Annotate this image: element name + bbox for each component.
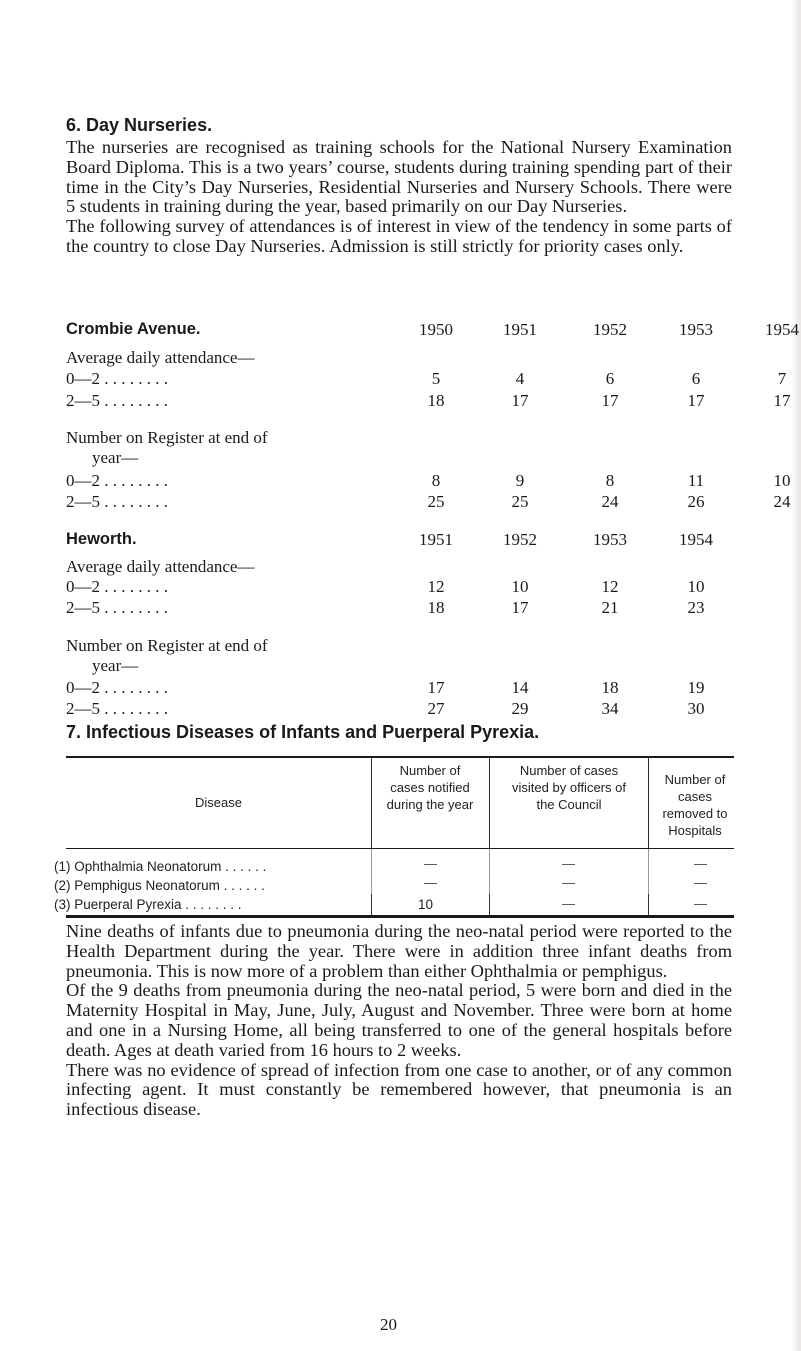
value-cell: 25 bbox=[511, 492, 529, 511]
paragraph: Nine deaths of infants due to pneumonia during the neo-natal period were reported to the Health Department during the year. There were in addition three infant deaths from pneumonia. This is now more of a problem than either Ophthalmia or pemphigus. bbox=[66, 921, 732, 981]
crombie-register-label-row bbox=[66, 428, 746, 448]
value-cell: 12 bbox=[601, 577, 619, 596]
register-label: year— bbox=[92, 656, 139, 675]
value-cell: 34 bbox=[601, 699, 619, 718]
value-cell: 6 bbox=[691, 369, 701, 388]
table-cell: — bbox=[694, 875, 707, 890]
table-row-disease: (1) Ophthalmia Neonatorum . . . . . . bbox=[54, 859, 267, 874]
value-cell: 5 bbox=[431, 369, 441, 388]
attendance-label: Average daily attendance— bbox=[66, 348, 255, 367]
crombie-register-label-row bbox=[92, 448, 772, 468]
value-cell: 18 bbox=[427, 598, 445, 617]
year-cell: 1952 bbox=[503, 530, 537, 549]
year-cell: 1951 bbox=[503, 320, 537, 339]
crombie-attendance-row bbox=[66, 369, 787, 389]
value-cell: 18 bbox=[427, 391, 445, 410]
table-cell: 10 bbox=[418, 897, 434, 912]
table-bottom-rule bbox=[66, 915, 734, 918]
table-cell: — bbox=[694, 896, 707, 911]
heworth-attendance-row bbox=[66, 598, 746, 618]
crombie-register-row bbox=[66, 492, 791, 512]
header-rule bbox=[66, 848, 734, 849]
year-cell: 1950 bbox=[419, 320, 453, 339]
crombie-register-row bbox=[66, 471, 791, 491]
year-cell: 1954 bbox=[679, 530, 713, 549]
value-cell: 24 bbox=[601, 492, 619, 511]
crombie-attendance-label-row bbox=[66, 348, 746, 368]
value-cell: 17 bbox=[511, 598, 529, 617]
header-notified: Number of cases notified during the year bbox=[386, 763, 474, 812]
table-row-disease: (2) Pemphigus Neonatorum . . . . . . bbox=[54, 878, 265, 893]
register-label: Number on Register at end of bbox=[66, 636, 268, 655]
page-number: 20 bbox=[380, 1315, 397, 1334]
value-cell: 23 bbox=[687, 598, 705, 617]
age-range-label: 2—5 . . . . . . . . bbox=[66, 699, 168, 718]
value-cell: 7 bbox=[777, 369, 787, 388]
value-cell: 10 bbox=[511, 577, 529, 596]
value-cell: 4 bbox=[515, 369, 525, 388]
column-divider bbox=[489, 758, 490, 848]
value-cell: 8 bbox=[605, 471, 615, 490]
heworth-register-label-row bbox=[92, 656, 772, 676]
section-6-heading: 6. Day Nurseries. bbox=[66, 115, 213, 135]
value-cell: 29 bbox=[511, 699, 529, 718]
year-cell: 1953 bbox=[679, 320, 713, 339]
page-edge bbox=[791, 0, 801, 1351]
year-cell: 1951 bbox=[419, 530, 453, 549]
column-divider bbox=[489, 894, 490, 915]
table-top-rule bbox=[66, 756, 734, 758]
heworth-header-row bbox=[66, 530, 746, 550]
value-cell: 17 bbox=[601, 391, 619, 410]
header-visited: Number of cases visited by officers of the Council bbox=[512, 763, 626, 812]
value-cell: 17 bbox=[511, 391, 529, 410]
value-cell: 17 bbox=[773, 391, 791, 410]
heworth-register-row bbox=[66, 699, 746, 719]
value-cell: 11 bbox=[687, 471, 705, 490]
value-cell: 18 bbox=[601, 678, 619, 697]
table-row-disease: (3) Puerperal Pyrexia . . . . . . . . bbox=[54, 897, 242, 912]
table-cell: — bbox=[562, 875, 575, 890]
value-cell: 10 bbox=[773, 471, 791, 490]
value-cell: 9 bbox=[515, 471, 525, 490]
column-divider bbox=[648, 894, 649, 915]
table-cell: — bbox=[694, 856, 707, 871]
value-cell: 17 bbox=[427, 678, 445, 697]
age-range-label: 0—2 . . . . . . . . bbox=[66, 369, 168, 388]
crombie-header-row bbox=[66, 320, 799, 340]
value-cell: 19 bbox=[687, 678, 705, 697]
age-range-label: 0—2 . . . . . . . . bbox=[66, 471, 168, 490]
value-cell: 14 bbox=[511, 678, 529, 697]
paragraph: The nurseries are recognised as training schools for the National Nursery Examination Board Diploma. This is a two years’ course, students during training spending part of their time in the City’s Day Nurseries, Residential Nurseries and Nursery Schools. There were 5 students in training during the year, based primarily on our Day Nurseries. bbox=[66, 137, 732, 217]
value-cell: 25 bbox=[427, 492, 445, 511]
value-cell: 26 bbox=[687, 492, 705, 511]
age-range-label: 2—5 . . . . . . . . bbox=[66, 492, 168, 511]
register-label: year— bbox=[92, 448, 139, 467]
paragraph: The following survey of attendances is of interest in view of the tendency in some parts of the country to close Day Nurseries. Admission is still strictly for priority cases only. bbox=[66, 216, 732, 256]
value-cell: 6 bbox=[605, 369, 615, 388]
column-divider bbox=[371, 894, 372, 915]
year-cell: 1953 bbox=[593, 530, 627, 549]
attendance-label: Average daily attendance— bbox=[66, 557, 255, 576]
paragraph: There was no evidence of spread of infection from one case to another, or of any common infecting agent. It must constantly be remembered however, that pneumonia is an infectious disease. bbox=[66, 1059, 732, 1120]
crombie-attendance-row bbox=[66, 391, 791, 411]
heworth-attendance-row bbox=[66, 577, 746, 597]
crombie-title: Crombie Avenue. bbox=[66, 320, 201, 338]
table-cell: — bbox=[424, 875, 437, 890]
header-disease: Disease bbox=[195, 795, 242, 810]
year-cell: 1952 bbox=[593, 320, 627, 339]
column-divider bbox=[648, 758, 649, 848]
header-removed: Number of cases removed to Hospitals bbox=[662, 772, 728, 838]
section-7-text bbox=[66, 922, 732, 1120]
value-cell: 8 bbox=[431, 471, 441, 490]
value-cell: 21 bbox=[601, 598, 619, 617]
column-divider bbox=[371, 758, 372, 848]
year-cell: 1954 bbox=[765, 320, 799, 339]
value-cell: 10 bbox=[687, 577, 705, 596]
table-cell: — bbox=[562, 896, 575, 911]
value-cell: 24 bbox=[773, 492, 791, 511]
heworth-title: Heworth. bbox=[66, 530, 137, 548]
table-cell: — bbox=[424, 856, 437, 871]
heworth-attendance-label-row bbox=[66, 557, 746, 577]
age-range-label: 0—2 . . . . . . . . bbox=[66, 678, 168, 697]
value-cell: 17 bbox=[687, 391, 705, 410]
value-cell: 30 bbox=[687, 699, 705, 718]
table-cell: — bbox=[562, 856, 575, 871]
section-7-heading: 7. Infectious Diseases of Infants and Puerperal Pyrexia. bbox=[66, 722, 540, 742]
heworth-register-label-row bbox=[66, 636, 746, 656]
paragraph: Of the 9 deaths from pneumonia during the neo-natal period, 5 were born and died in the Maternity Hospital in May, June, July, August and November. Three were born at home and one in a Nursing Home, all being transferred to one of the general hospitals before death. Ages at death varied from 16 hours to 2 weeks. bbox=[66, 980, 732, 1060]
register-label: Number on Register at end of bbox=[66, 428, 268, 447]
value-cell: 27 bbox=[427, 699, 445, 718]
age-range-label: 2—5 . . . . . . . . bbox=[66, 391, 168, 410]
heworth-register-row bbox=[66, 678, 746, 698]
section-6-intro bbox=[66, 138, 732, 257]
age-range-label: 2—5 . . . . . . . . bbox=[66, 598, 168, 617]
value-cell: 12 bbox=[427, 577, 445, 596]
age-range-label: 0—2 . . . . . . . . bbox=[66, 577, 168, 596]
